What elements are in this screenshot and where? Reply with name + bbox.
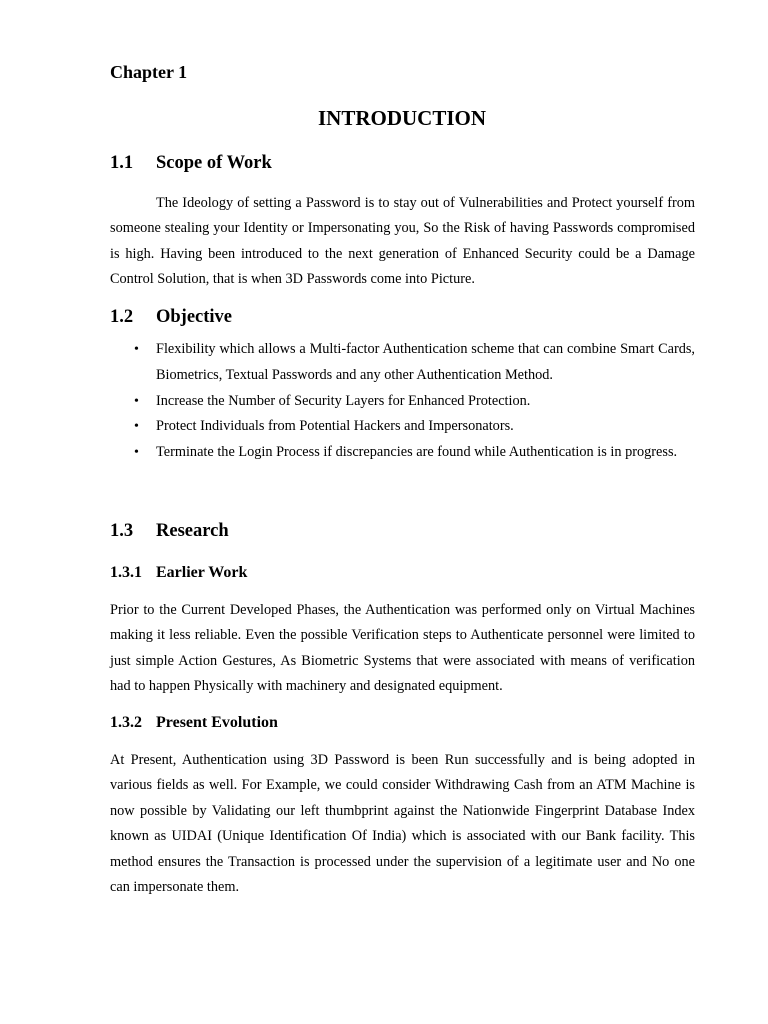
list-item <box>110 337 695 389</box>
bullet-icon: • <box>134 445 139 461</box>
earlier-work-paragraph: Prior to the Current Developed Phases, the Authentication was performed only on Virtual Machines making it less reliable. Even the possible Verification steps to Authenticate personnel were limited to just simple Action Gestures, As Biometric Systems that were associated with means of verification had to happen Physically with machinery and designated equipment. <box>110 602 695 695</box>
section-heading-scope <box>110 153 272 174</box>
section-number: 1.3 <box>110 521 134 541</box>
list-item <box>110 440 695 466</box>
subsection-number: 1.3.2 <box>110 714 142 731</box>
present-evolution-paragraph: At Present, Authentication using 3D Password is been Run successfully and is being adopted in various fields as well. For Example, we could consider Withdrawing Cash from an ATM Machine is now possible by Validating our left thumbprint against the Nationwide Fingerprint Database Index known as UIDAI (Unique Identification Of India) which is associated with our Bank facility. This method ensures the Transaction is processed under the supervision of a legitimate user and No one can impersonate them. <box>110 752 695 896</box>
list-item-text: Flexibility which allows a Multi-factor Authentication scheme that can combine Smart Cards, Biometrics, Textual Passwords and any other Authentication Method. <box>156 341 695 383</box>
bullet-icon: • <box>134 419 139 435</box>
section-number: 1.2 <box>110 307 134 327</box>
list-item-text: Increase the Number of Security Layers for Enhanced Protection. <box>156 392 531 409</box>
list-item-text: Terminate the Login Process if discrepancies are found while Authentication is in progress. <box>156 444 678 461</box>
bullet-icon: • <box>134 393 139 409</box>
scope-paragraph: The Ideology of setting a Password is to stay out of Vulnerabilities and Protect yourself from someone stealing your Identity or Impersonating you, So the Risk of having Passwords compromised is high. Having been introduced to the next generation of Enhanced Security could be a Damage Control Solution, that is when 3D Passwords come into Picture. <box>110 195 695 288</box>
section-heading-research <box>110 521 229 542</box>
section-number: 1.1 <box>110 153 134 173</box>
chapter-label: Chapter 1 <box>110 62 188 82</box>
list-item <box>110 414 695 440</box>
section-title: Objective <box>156 307 233 327</box>
subsection-title: Present Evolution <box>156 714 278 731</box>
main-title: INTRODUCTION <box>317 106 487 130</box>
subsection-heading-earlier-work <box>110 564 247 582</box>
bullet-icon: • <box>134 342 139 357</box>
subsection-number: 1.3.1 <box>110 564 142 581</box>
list-item <box>110 389 695 415</box>
section-title: Scope of Work <box>156 153 272 173</box>
objective-bullet-list <box>110 337 695 466</box>
subsection-title: Earlier Work <box>156 564 248 581</box>
subsection-heading-present-evolution <box>110 714 278 732</box>
section-heading-objective <box>110 307 232 328</box>
section-title: Research <box>156 521 229 541</box>
list-item-text: Protect Individuals from Potential Hackers and Impersonators. <box>156 418 514 435</box>
